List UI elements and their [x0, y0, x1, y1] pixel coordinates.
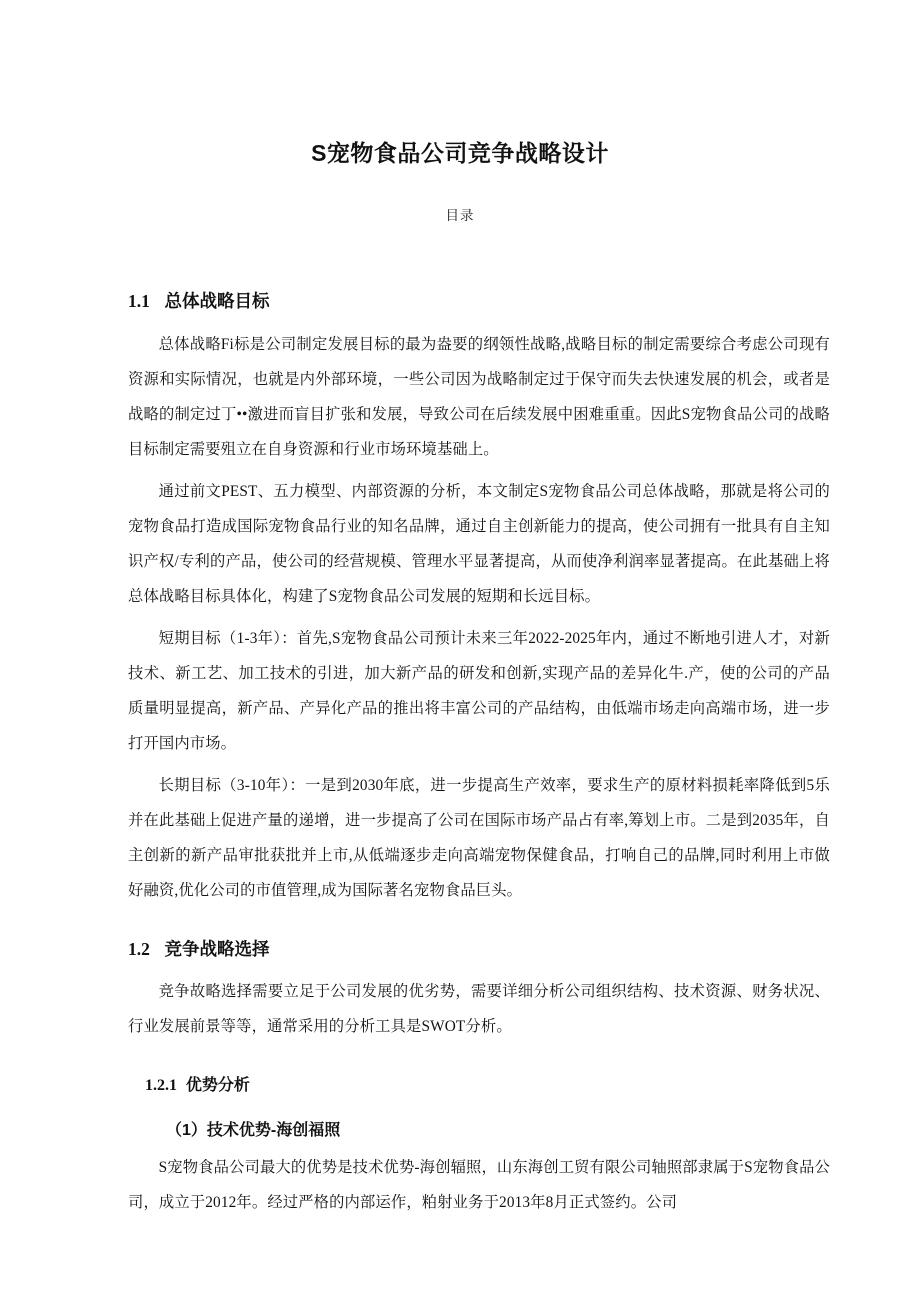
- paragraph-1-1-3: 短期目标（1-3年）：首先,S宠物食品公司预计未来三年2022-2025年内，通过不断地引进人才，对新技术、新工艺、加工技术的引进，加大新产品的研发和创新,实现产品的差异化牛.产，使的公司的产品质量明显提高，新产品、产异化产品的推出将丰富公司的产品结构，由低端市场走向高端市场，进一步打开国内市场。: [128, 630, 830, 752]
- section-heading-1-1: [128, 288, 830, 313]
- paragraph-1-2-1: 竞争故略选择需要立足于公司发展的优劣势，需要详细分析公司组织结构、技术资源、财务状况、行业发展前景等等，通常采用的分析工具是SWOT分析。: [128, 983, 830, 1035]
- section-heading-1-2: [128, 936, 830, 961]
- paragraph-1-1-1: 总体战略Fi标是公司制定发展目标的最为盎要的纲领性战略,战略目标的制定需要综合考虑公司现有资源和实际情况，也就是内外部环境，一些公司因为战略制定过于保守而失去快速发展的机会，或者是战略的制定过丁••激进而盲目扩张和发展，导致公司在后续发展中困难重重。因此S宠物食品公司的战略目标制定需要殂立在自身资源和行业市场环境基础上。: [128, 336, 830, 458]
- page-title: S宠物食品公司竞争战略设计: [311, 140, 609, 166]
- section-label-1-2: 竞争战略选择: [164, 939, 270, 959]
- paragraph-1-1-4: 长期目标（3-10年）：一是到2030年底，进一步提高生产效率，要求生产的原材料损耗率降低到5乐并在此基础上促进产量的递增，进一步提高了公司在国际市场产品占有率,筹划上市。二是到2035年，自主创新的新产品审批获批并上市,从低端逐步走向高端宠物保健食品，打响自己的品牌,同时利用上市做好融资,优化公司的市值管理,成为国际著名宠物食品巨头。: [128, 777, 830, 899]
- subsection-label-1-2-1: 优势分析: [185, 1077, 250, 1094]
- item-heading-technical-advantage: （1）技术优势-海创福照: [166, 1122, 341, 1139]
- section-number-1-1: 1.1: [128, 291, 150, 311]
- section-number-1-2: 1.2: [128, 939, 150, 959]
- paragraph-1-1-2: 通过前文PEST、五力模型、内部资源的分析，本文制定S宠物食品公司总体战略，那就是将公司的宠物食品打造成国际宠物食品行业的知名品牌，通过自主创新能力的提高，使公司拥有一批具有自主知识产权/专利的产品，使公司的经营规模、管理水平显著提高，从而使净利润率显著提高。在此基础上将总体战略目标具体化，构建了S宠物食品公司发展的短期和长远目标。: [128, 483, 830, 605]
- paragraph-technical-advantage: S宠物食品公司最大的优势是技术优势-海创辐照，山东海创工贸有限公司轴照部隶属于S宠物食品公司，成立于2012年。经过严格的内部运作，粕射业务于2013年8月正式签约。公司: [128, 1159, 830, 1211]
- page-subtitle: 目录: [445, 208, 475, 223]
- subsection-heading-1-2-1: [128, 1072, 830, 1095]
- section-label-1-1: 总体战略目标: [164, 291, 270, 311]
- subsection-number-1-2-1: 1.2.1: [145, 1077, 177, 1094]
